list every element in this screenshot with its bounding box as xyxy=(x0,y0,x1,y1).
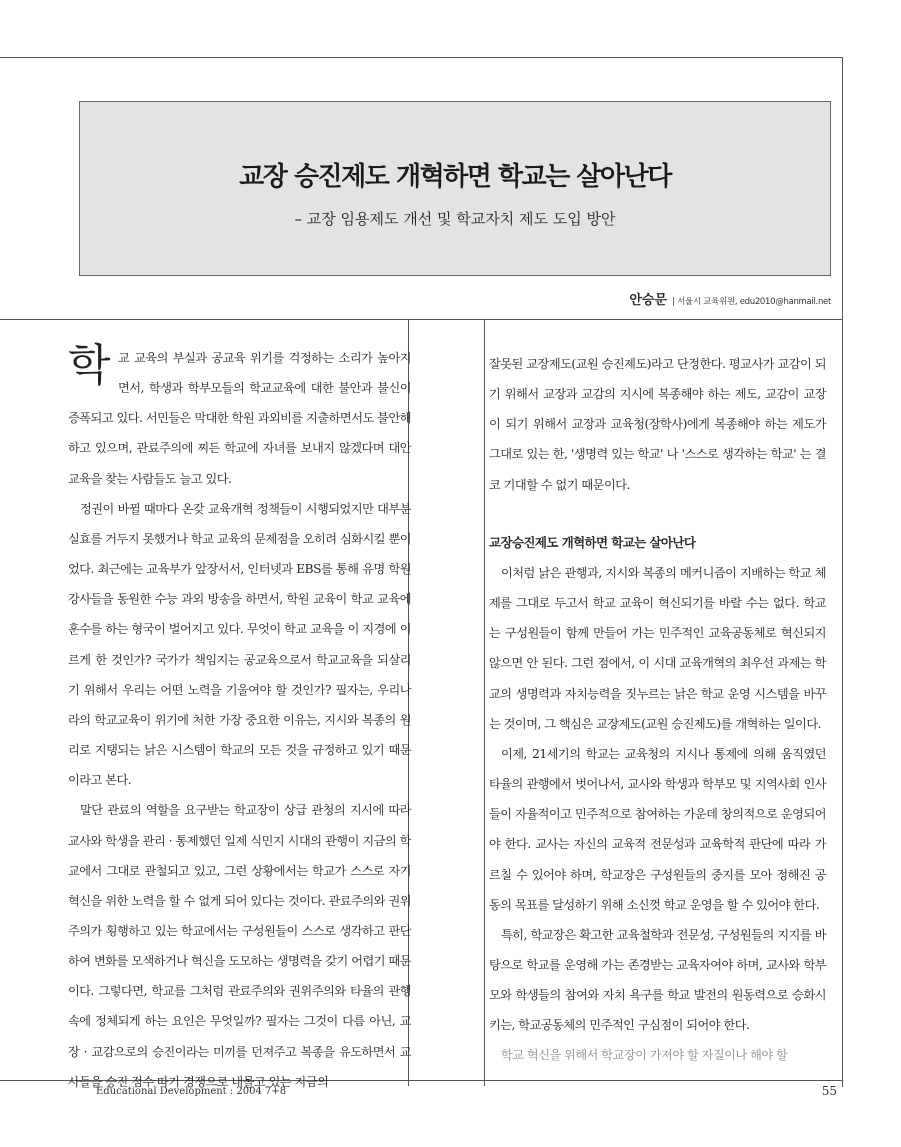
author-name: 안승문 xyxy=(629,293,668,308)
header-divider-rule xyxy=(0,319,843,320)
dropcap: 학 xyxy=(68,340,111,391)
paragraph: 이처럼 낡은 관행과, 지시와 복종의 메커니즘이 지배하는 학교 체제를 그대로 두고서 학교 교육이 혁신되기를 바랄 수는 없다. 학교는 구성원들이 함께 만들어 가는 민주적인 교육공동체로 혁신되지 않으면 안 된다. 그런 점에서, 이 시대 교육개혁의 최우선 과제는 학교의 생명력과 자치능력을 짓누르는 낡은 학교 운영 시스템을 바꾸는 것이며, 그 핵심은 교장제도(교원 승진제도)를 개혁하는 일이다. xyxy=(489,565,826,731)
footer-journal: Educational Development : 2004 7+8 xyxy=(96,1086,287,1097)
column-rule-right xyxy=(484,319,485,1086)
paragraph: 학교 혁신을 위해서 학교장이 가져야 할 자질이나 해야 할 xyxy=(501,1048,788,1063)
section-heading: 교장승진제도 개혁하면 학교는 살아난다 xyxy=(489,534,696,550)
paragraph: 정권이 바뀔 때마다 온갖 교육개혁 정책들이 시행되었지만 대부분 실효를 거두지 못했거나 학교 교육의 문제점을 오히려 심화시킬 뿐이었다. 최근에는 교육부가 앞장서서, 인터넷과 EBS를 통해 유명 학원 강사들을 동원한 수능 과외 방송을 하면서, 학원 교육이 학교 교육에 훈수를 하는 형국이 벌어지고 있다. 무엇이 학교 교육을 이 지경에 이르게 한 것인가? 국가가 책임지는 공교육으로서 학교교육을 되살리기 위해서 우리는 어떤 노력을 기울여야 할 것인가? 필자는, 우리나라의 학교교육이 위기에 처한 가장 중요한 이유는, 지시와 복종의 원리로 지탱되는 낡은 시스템이 학교의 모든 것을 규정하고 있기 때문이라고 본다. xyxy=(68,501,411,788)
article-title: 교장 승진제도 개혁하면 학교는 살아난다 xyxy=(239,162,671,192)
paragraph: 이제, 21세기의 학교는 교육청의 지시나 통제에 의해 움직였던 타율의 관행에서 벗어나서, 교사와 학생과 학부모 및 지역사회 인사들이 자율적이고 민주적으로 참여하는 가운데 창의적으로 운영되어야 한다. 교사는 자신의 교육적 전문성과 교육학적 판단에 따라 가르칠 수 있어야 하며, 학교장은 구성원들의 중지를 모아 정해진 공동의 목표를 달성하기 위해 소신껏 학교 운영을 할 수 있어야 한다. xyxy=(489,746,826,912)
paragraph: 잘못된 교장제도(교원 승진제도)라고 단정한다. 평교사가 교감이 되기 위해서 교장과 교감의 지시에 복종해야 하는 제도, 교감이 교장이 되기 위해서 교장과 교육청(장학사)에게 복종해야 하는 제도가 그대로 있는 한, '생명력 있는 학교' 나 '스스로 생각하는 학교' 는 결코 기대할 수 없기 때문이다. xyxy=(489,357,826,492)
paragraph: 말단 관료의 역할을 요구받는 학교장이 상급 관청의 지시에 따라 교사와 학생을 관리 · 통제했던 일제 식민지 시대의 관행이 지금의 학교에서 그대로 관철되고 있고, 그런 상황에서는 학교가 스스로 자기혁신을 위한 노력을 할 수 없게 되어 있다는 것이다. 관료주의와 권위주의가 횡행하고 있는 학교에서는 구성원들이 스스로 생각하고 판단하여 변화를 모색하거나 혁신을 도모하는 생명력을 갖기 어렵기 때문이다. 그렇다면, 학교를 그처럼 관료주의와 권위주의와 타율의 관행 속에 정체되게 하는 요인은 무엇일까? 필자는 그것이 다름 아닌, 교장 · 교감으로의 승진이라는 미끼를 던져주고 복종을 유도하면서 교사들을 승진 점수 따기 경쟁으로 내몰고 있는 지금의 xyxy=(68,803,411,1089)
author-affiliation: | 서울시 교육위원, edu2010@hanmail.net xyxy=(672,297,831,307)
article-subtitle: – 교장 임용제도 개선 및 학교자치 제도 도입 방안 xyxy=(294,210,616,228)
title-box xyxy=(79,101,831,276)
paragraph: 특히, 학교장은 확고한 교육철학과 전문성, 구성원들의 지지를 바탕으로 학교를 운영해 가는 존경받는 교육자여야 하며, 교사와 학부모와 학생들의 참여와 자치 욕구를 학교 발전의 원동력으로 승화시키는, 학교공동체의 민주적인 구심점이 되어야 한다. xyxy=(489,927,826,1033)
body-column-left xyxy=(68,340,411,1097)
paragraph: 학교 교육의 부실과 공교육 위기를 걱정하는 소리가 높아지면서, 학생과 학부모들의 학교교육에 대한 불안과 불신이 증폭되고 있다. 서민들은 막대한 학원 과외비를 지출하면서도 불안해하고 있으며, 관료주의에 찌든 학교에 자녀를 보내지 않겠다며 대안교육을 찾는 사람들도 늘고 있다. xyxy=(68,340,411,486)
author-byline xyxy=(629,289,831,308)
top-rule xyxy=(0,57,843,58)
right-frame-rule xyxy=(842,57,843,1087)
body-column-right xyxy=(489,349,826,1071)
page-number: 55 xyxy=(821,1084,837,1098)
